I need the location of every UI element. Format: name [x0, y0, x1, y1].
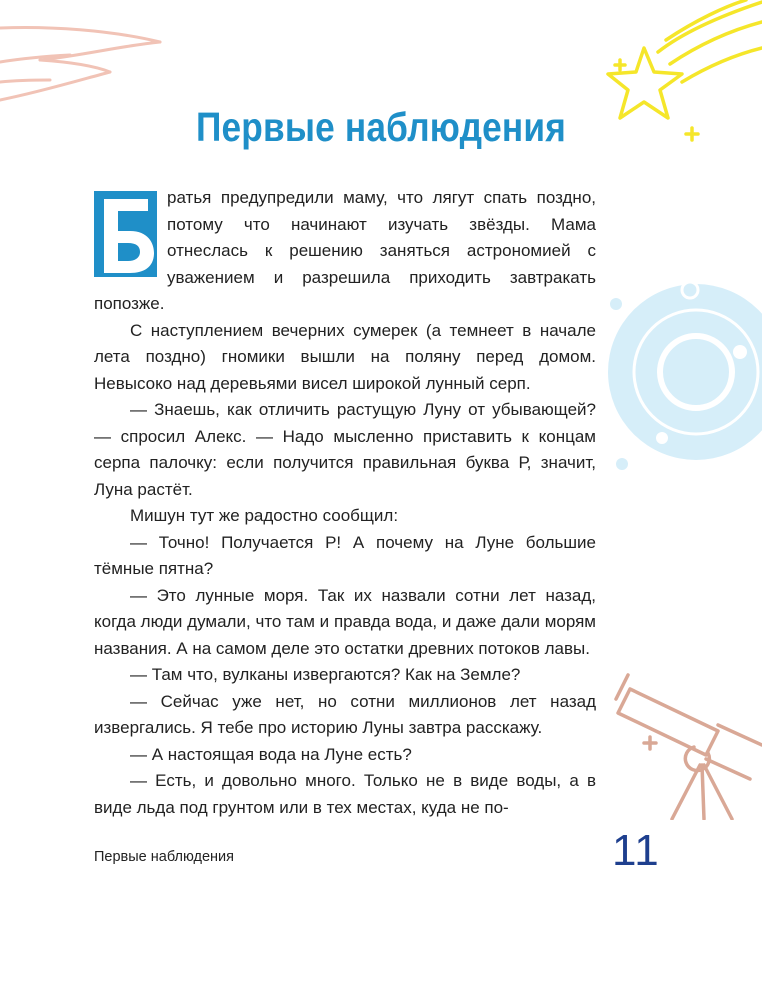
paragraph: — А настоящая вода на Луне есть? — [130, 744, 412, 764]
paragraph: — Сейчас уже нет, но сотни миллионов лет назад извергались. Я тебе про историю Луны завтра расскажу. — [94, 691, 596, 737]
paragraph: — Это лунные моря. Так их назвали сотни лет назад, когда люди думали, что там и правда вода, и даже дали морям названия. А на самом деле это остатки древних потоков лавы. — [94, 585, 596, 658]
planet-orbits-icon — [600, 268, 762, 478]
paragraph: — Точно! Получается Р! А почему на Луне большие тёмные пятна? — [94, 532, 596, 578]
paragraph: — Знаешь, как отличить растущую Луну от убывающей? — спросил Алекс. — Надо мысленно приставить к концам серпа палочку: если получится правильная буква Р, значит, Луна растёт. — [94, 400, 596, 499]
drop-cap — [94, 191, 157, 277]
paragraph — [94, 185, 596, 318]
body-text — [94, 185, 596, 821]
paragraph: С наступлением вечерних сумерек (а темнеет в начале лета поздно) гномики вышли на поляну перед домом. Невысоко над деревьями висел широкой лунный серп. — [94, 320, 596, 393]
page-number: 11 — [612, 826, 660, 875]
comet-streak-icon — [0, 0, 170, 120]
drop-cap-letter-icon — [94, 191, 157, 277]
paragraph: — Там что, вулканы извергаются? Как на Земле? — [130, 665, 521, 684]
telescope-icon — [610, 655, 762, 820]
running-footer: Первые наблюдения — [94, 849, 234, 865]
page-title: Первые наблюдения — [195, 104, 567, 150]
paragraph: — Есть, и довольно много. Только не в виде воды, а в виде льда под грунтом или в тех местах, куда не по- — [94, 771, 596, 817]
paragraph: Мишун тут же радостно сообщил: — [130, 506, 399, 525]
paragraph-text: ратья предупредили маму, что лягут спать поздно, потому что начинают изучать звёзды. Мама отнеслась к решению заняться астрономией с уважением и разрешила приходить завтракать попозже. — [94, 188, 596, 313]
